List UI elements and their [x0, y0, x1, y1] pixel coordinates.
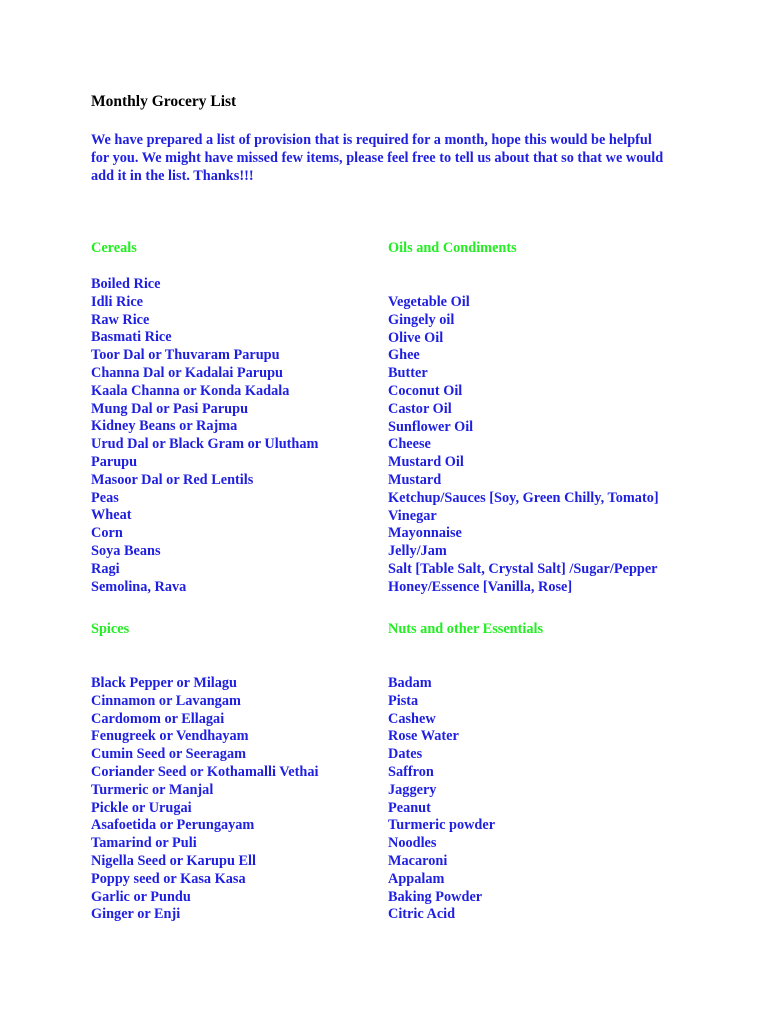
- list-item: Saffron: [388, 763, 434, 780]
- list-item: Ragi: [91, 560, 120, 577]
- list-item: Cinnamon or Lavangam: [91, 692, 241, 709]
- list-item: Peas: [91, 489, 119, 506]
- list-item: Urud Dal or Black Gram or Ulutham: [91, 436, 319, 453]
- list-item: Masoor Dal or Red Lentils: [91, 471, 254, 488]
- spices-heading: Spices: [91, 621, 130, 637]
- list-item: Badam: [388, 675, 432, 691]
- list-item: Rose Water: [388, 728, 459, 745]
- list-item: Honey/Essence [Vanilla, Rose]: [388, 578, 573, 595]
- nuts-list: [388, 675, 495, 924]
- list-item: Cumin Seed or Seeragam: [91, 746, 247, 763]
- list-item: Turmeric powder: [388, 817, 496, 834]
- list-item: Mayonnaise: [388, 525, 462, 542]
- list-item: Nigella Seed or Karupu Ell: [91, 852, 256, 869]
- list-item: Vegetable Oil: [388, 294, 470, 310]
- list-item: Tamarind or Puli: [91, 835, 197, 852]
- oils-heading: Oils and Condiments: [388, 240, 517, 256]
- list-item: Idli Rice: [91, 293, 144, 310]
- cereals-heading: Cereals: [91, 240, 137, 256]
- list-item: Mung Dal or Pasi Parupu: [91, 400, 249, 417]
- list-item: Kaala Channa or Konda Kadala: [91, 382, 290, 399]
- nuts-heading: Nuts and other Essentials: [388, 621, 544, 637]
- list-item: Citric Acid: [388, 906, 456, 923]
- list-item: Jelly/Jam: [388, 543, 447, 560]
- spices-list: [91, 675, 318, 924]
- oils-list: [388, 294, 659, 597]
- list-item: Turmeric or Manjal: [91, 781, 214, 798]
- list-item: Ketchup/Sauces [Soy, Green Chilly, Tomato]: [388, 489, 659, 506]
- list-item: Corn: [91, 525, 123, 542]
- list-item: Cheese: [388, 436, 431, 453]
- list-item: Poppy seed or Kasa Kasa: [91, 870, 246, 887]
- list-item: Ginger or Enji: [91, 906, 181, 923]
- list-item: Castor Oil: [388, 400, 452, 417]
- list-item: Mustard: [388, 471, 442, 488]
- list-item: Peanut: [388, 799, 431, 816]
- list-item: Vinegar: [388, 507, 437, 524]
- list-item: Toor Dal or Thuvaram Parupu: [91, 347, 280, 364]
- list-item: Kidney Beans or Rajma: [91, 418, 238, 435]
- list-item: Cardomom or Ellagai: [91, 710, 225, 727]
- list-item: Ghee: [388, 347, 420, 364]
- list-item: Coriander Seed or Kothamalli Vethai: [91, 763, 319, 780]
- list-item: Soya Beans: [91, 542, 161, 559]
- list-item: Mustard Oil: [388, 454, 464, 471]
- list-item: Channa Dal or Kadalai Parupu: [91, 364, 283, 381]
- list-item: Semolina, Rava: [91, 578, 187, 595]
- list-item: Cashew: [388, 710, 436, 727]
- list-item: Garlic or Pundu: [91, 888, 191, 905]
- list-item: Sunflower Oil: [388, 418, 474, 435]
- list-item: Olive Oil: [388, 329, 444, 346]
- list-item: Asafoetida or Perungayam: [91, 817, 255, 834]
- list-item: Appalam: [388, 870, 445, 887]
- list-item: Pista: [388, 692, 419, 709]
- list-item: Butter: [388, 365, 428, 382]
- list-item: Fenugreek or Vendhayam: [91, 728, 249, 745]
- list-item: Dates: [388, 746, 423, 763]
- list-item: Jaggery: [388, 781, 437, 798]
- list-item: Black Pepper or Milagu: [91, 675, 238, 691]
- list-item: Wheat: [91, 507, 132, 524]
- list-item: Raw Rice: [91, 311, 150, 328]
- list-item: Parupu: [91, 453, 138, 470]
- list-item: Baking Powder: [388, 888, 483, 905]
- list-item: Coconut Oil: [388, 382, 463, 399]
- cereals-list: [91, 276, 318, 596]
- list-item: Noodles: [388, 835, 437, 852]
- list-item: Salt [Table Salt, Crystal Salt] /Sugar/Pepper: [388, 560, 658, 577]
- intro-paragraph: We have prepared a list of provision that is required for a month, hope this would be helpful for you. We might have missed few items, please feel free to tell us about that so that we would add it in the list. Thanks!!!: [91, 132, 664, 184]
- list-item: Macaroni: [388, 852, 448, 869]
- list-item: Pickle or Urugai: [91, 799, 192, 816]
- page-title: Monthly Grocery List: [91, 93, 237, 110]
- list-item: Basmati Rice: [91, 329, 172, 346]
- list-item: Gingely oil: [388, 311, 455, 328]
- list-item: Boiled Rice: [91, 276, 161, 292]
